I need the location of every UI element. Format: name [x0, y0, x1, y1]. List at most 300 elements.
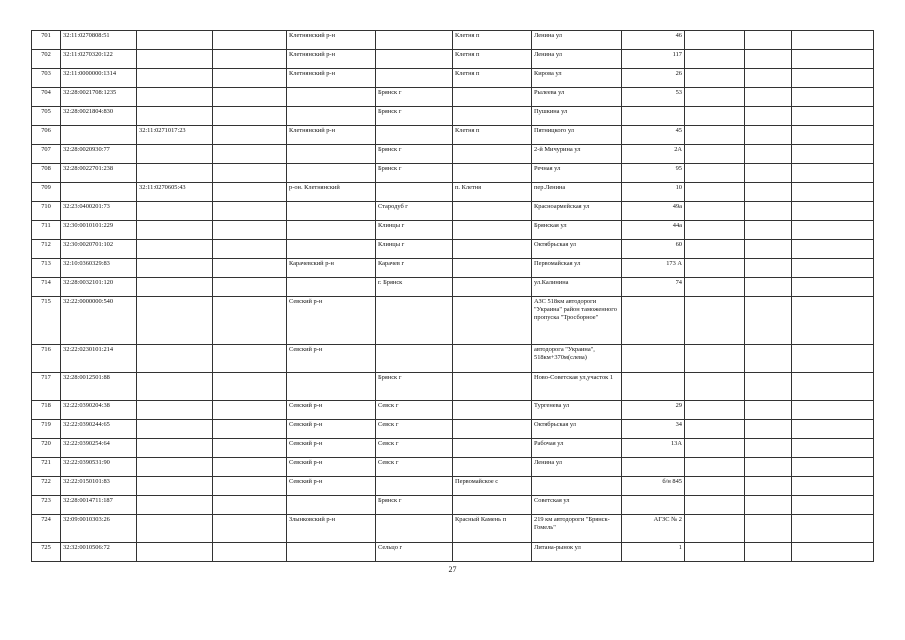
cell-column-9 [685, 420, 745, 439]
cell-district [287, 88, 376, 107]
cell-row-number: 706 [32, 126, 61, 145]
cell-column-9 [685, 278, 745, 297]
cell-column-3 [213, 88, 287, 107]
cell-district: Севский р-н [287, 477, 376, 496]
cell-street: Рабочая ул [532, 439, 622, 458]
cell-district [287, 145, 376, 164]
cell-column-11 [792, 543, 874, 562]
cell-city [376, 515, 453, 543]
cell-column-10 [745, 297, 792, 345]
cell-column-3 [213, 259, 287, 278]
cell-settlement: п. Клетня [453, 183, 532, 202]
cell-row-number: 713 [32, 259, 61, 278]
cell-column-11 [792, 31, 874, 50]
cell-cadastral-number: 32:11:0270320:122 [61, 50, 137, 69]
cell-settlement [453, 420, 532, 439]
cell-settlement: Красный Камень п [453, 515, 532, 543]
cell-house-number: 29 [622, 401, 685, 420]
cell-cadastral-number: 32:28:0021708:1235 [61, 88, 137, 107]
cell-column-11 [792, 458, 874, 477]
cell-city: Брянск г [376, 496, 453, 515]
cell-column-11 [792, 69, 874, 88]
cell-column-9 [685, 439, 745, 458]
cell-column-9 [685, 240, 745, 259]
table-row [32, 345, 874, 373]
table-row [32, 50, 874, 69]
cell-cadastral-number: 32:30:0010101:229 [61, 221, 137, 240]
cell-column-10 [745, 221, 792, 240]
cell-column-3 [213, 164, 287, 183]
cell-house-number: 49а [622, 202, 685, 221]
cell-settlement [453, 278, 532, 297]
cell-settlement: Клетня п [453, 31, 532, 50]
cell-column-9 [685, 202, 745, 221]
cell-street: Тургенева ул [532, 401, 622, 420]
cell-district [287, 278, 376, 297]
table-row [32, 401, 874, 420]
cell-cadastral-number-alt [137, 401, 213, 420]
cell-settlement [453, 543, 532, 562]
cell-column-3 [213, 297, 287, 345]
table-row [32, 297, 874, 345]
cell-settlement [453, 259, 532, 278]
cell-city: Брянск г [376, 107, 453, 126]
cell-street: Рылеева ул [532, 88, 622, 107]
cell-house-number: 45 [622, 126, 685, 145]
cell-row-number: 710 [32, 202, 61, 221]
cell-cadastral-number: 32:23:0400201:73 [61, 202, 137, 221]
cell-column-11 [792, 345, 874, 373]
table-row [32, 458, 874, 477]
cell-column-10 [745, 420, 792, 439]
cell-city: Севск г [376, 401, 453, 420]
cell-street: Красноармейская ул [532, 202, 622, 221]
cell-house-number: 173 А [622, 259, 685, 278]
cell-street: Ново-Советская ул,участок 1 [532, 373, 622, 401]
cell-row-number: 708 [32, 164, 61, 183]
cell-settlement [453, 458, 532, 477]
table-row [32, 31, 874, 50]
cell-house-number [622, 107, 685, 126]
cell-cadastral-number: 32:28:0012501:88 [61, 373, 137, 401]
cell-settlement [453, 145, 532, 164]
cell-cadastral-number: 32:28:0022701:238 [61, 164, 137, 183]
cell-house-number: б/н 845 [622, 477, 685, 496]
cell-row-number: 722 [32, 477, 61, 496]
cell-row-number: 715 [32, 297, 61, 345]
cell-street: Ленина ул [532, 458, 622, 477]
cell-cadastral-number-alt [137, 297, 213, 345]
cell-street: 219 км автодороги "Брянск-Гомель" [532, 515, 622, 543]
cell-district: Клетнянский р-н [287, 126, 376, 145]
cell-house-number [622, 297, 685, 345]
cell-street: автодорога "Украина", 518км+370м(слева) [532, 345, 622, 373]
cell-column-11 [792, 420, 874, 439]
cell-column-10 [745, 543, 792, 562]
cell-column-9 [685, 297, 745, 345]
cell-cadastral-number-alt [137, 88, 213, 107]
cell-column-9 [685, 69, 745, 88]
table-row [32, 164, 874, 183]
cell-column-10 [745, 401, 792, 420]
cell-city [376, 50, 453, 69]
cell-column-10 [745, 183, 792, 202]
cell-district: Клетнянский р-н [287, 31, 376, 50]
cell-column-10 [745, 496, 792, 515]
table-row [32, 240, 874, 259]
cell-column-9 [685, 543, 745, 562]
cell-house-number [622, 496, 685, 515]
cell-settlement [453, 164, 532, 183]
cell-cadastral-number-alt [137, 240, 213, 259]
cell-cadastral-number: 32:10:0360329:83 [61, 259, 137, 278]
cell-column-9 [685, 145, 745, 164]
cell-cadastral-number: 32:11:0270808:51 [61, 31, 137, 50]
cell-row-number: 718 [32, 401, 61, 420]
cell-column-11 [792, 164, 874, 183]
cell-row-number: 719 [32, 420, 61, 439]
table-row [32, 477, 874, 496]
cell-column-10 [745, 240, 792, 259]
cell-column-3 [213, 477, 287, 496]
cell-column-3 [213, 515, 287, 543]
cell-city: Стародуб г [376, 202, 453, 221]
cell-house-number: 10 [622, 183, 685, 202]
cell-settlement [453, 439, 532, 458]
cell-street: Речная ул [532, 164, 622, 183]
cell-cadastral-number-alt [137, 496, 213, 515]
cell-column-3 [213, 278, 287, 297]
cell-street: Первомайская ул [532, 259, 622, 278]
cell-column-3 [213, 439, 287, 458]
cell-column-10 [745, 345, 792, 373]
cell-cadastral-number: 32:28:0020930:77 [61, 145, 137, 164]
cell-house-number: 13А [622, 439, 685, 458]
cell-cadastral-number-alt [137, 50, 213, 69]
cell-street: 2-й Мичурина ул [532, 145, 622, 164]
cell-column-9 [685, 401, 745, 420]
cell-city [376, 31, 453, 50]
cell-cadastral-number-alt: 32:11:0270605:43 [137, 183, 213, 202]
cell-district: Клетнянский р-н [287, 69, 376, 88]
cell-cadastral-number-alt [137, 515, 213, 543]
cell-column-11 [792, 439, 874, 458]
cell-city: Карачев г [376, 259, 453, 278]
table-row [32, 543, 874, 562]
cell-city [376, 69, 453, 88]
cell-column-3 [213, 69, 287, 88]
page-number: 27 [448, 565, 457, 574]
cell-house-number: 46 [622, 31, 685, 50]
cell-column-3 [213, 221, 287, 240]
cell-cadastral-number: 32:09:0010303:26 [61, 515, 137, 543]
cell-column-11 [792, 240, 874, 259]
cell-column-11 [792, 373, 874, 401]
table-row [32, 373, 874, 401]
cell-column-10 [745, 278, 792, 297]
cell-street: Октябрьская ул [532, 420, 622, 439]
cell-street: Пятницкого ул [532, 126, 622, 145]
cell-settlement: Первомайское с [453, 477, 532, 496]
cell-district: Севский р-н [287, 401, 376, 420]
cell-district: Севский р-н [287, 439, 376, 458]
cell-city: Севск г [376, 420, 453, 439]
cell-district: р-он. Клетнянский [287, 183, 376, 202]
cell-column-10 [745, 107, 792, 126]
table-row [32, 496, 874, 515]
cell-column-3 [213, 126, 287, 145]
cell-column-10 [745, 31, 792, 50]
cell-street: Брянская ул [532, 221, 622, 240]
cell-column-3 [213, 401, 287, 420]
cell-row-number: 711 [32, 221, 61, 240]
cell-column-3 [213, 31, 287, 50]
cell-cadastral-number-alt [137, 373, 213, 401]
cell-row-number: 702 [32, 50, 61, 69]
cell-column-11 [792, 401, 874, 420]
cell-row-number: 725 [32, 543, 61, 562]
cell-street: ул.Калинина [532, 278, 622, 297]
cell-cadastral-number-alt [137, 345, 213, 373]
cell-street: Пушкина ул [532, 107, 622, 126]
cell-cadastral-number-alt [137, 543, 213, 562]
table-row [32, 126, 874, 145]
cell-column-11 [792, 126, 874, 145]
cell-row-number: 714 [32, 278, 61, 297]
cell-column-10 [745, 477, 792, 496]
cell-street: Ленина ул [532, 50, 622, 69]
cell-district: Севский р-н [287, 420, 376, 439]
cell-settlement [453, 345, 532, 373]
cell-house-number: 2А [622, 145, 685, 164]
cell-row-number: 701 [32, 31, 61, 50]
cell-column-11 [792, 515, 874, 543]
table-row [32, 88, 874, 107]
cell-column-3 [213, 240, 287, 259]
cell-street: Кирова ул [532, 69, 622, 88]
cell-city [376, 126, 453, 145]
cell-settlement: Клетня п [453, 69, 532, 88]
cell-cadastral-number: 32:22:0390254:64 [61, 439, 137, 458]
table-row [32, 515, 874, 543]
cell-column-9 [685, 107, 745, 126]
cell-column-10 [745, 202, 792, 221]
cell-column-11 [792, 496, 874, 515]
cell-column-9 [685, 221, 745, 240]
cell-column-3 [213, 496, 287, 515]
cell-row-number: 723 [32, 496, 61, 515]
cell-column-3 [213, 373, 287, 401]
cell-column-9 [685, 458, 745, 477]
cell-column-10 [745, 50, 792, 69]
cell-city: Брянск г [376, 88, 453, 107]
cell-city: Сельцо г [376, 543, 453, 562]
cell-city [376, 183, 453, 202]
cell-row-number: 716 [32, 345, 61, 373]
cell-city: Брянск г [376, 373, 453, 401]
registry-table [31, 30, 874, 562]
cell-column-10 [745, 439, 792, 458]
cell-column-9 [685, 373, 745, 401]
cell-street: Советская ул [532, 496, 622, 515]
cell-district [287, 202, 376, 221]
cell-column-10 [745, 458, 792, 477]
cell-cadastral-number-alt [137, 31, 213, 50]
cell-district [287, 240, 376, 259]
table-row [32, 202, 874, 221]
cell-settlement [453, 202, 532, 221]
cell-city: Брянск г [376, 145, 453, 164]
cell-cadastral-number: 32:28:0032101:120 [61, 278, 137, 297]
cell-district: Карачевский р-н [287, 259, 376, 278]
cell-column-3 [213, 345, 287, 373]
cell-column-10 [745, 259, 792, 278]
cell-cadastral-number-alt [137, 69, 213, 88]
cell-house-number: 1 [622, 543, 685, 562]
cell-column-9 [685, 164, 745, 183]
cell-house-number: 95 [622, 164, 685, 183]
cell-cadastral-number: 32:22:0150101:83 [61, 477, 137, 496]
cell-column-11 [792, 297, 874, 345]
cell-column-11 [792, 107, 874, 126]
cell-district: Клетнянский р-н [287, 50, 376, 69]
cell-cadastral-number-alt [137, 439, 213, 458]
cell-settlement [453, 107, 532, 126]
cell-cadastral-number: 32:28:0014711:187 [61, 496, 137, 515]
cell-column-3 [213, 183, 287, 202]
cell-column-11 [792, 183, 874, 202]
cell-column-9 [685, 183, 745, 202]
table-row [32, 145, 874, 164]
cell-column-11 [792, 50, 874, 69]
cell-column-3 [213, 107, 287, 126]
cell-column-3 [213, 202, 287, 221]
cell-street: пер.Ленина [532, 183, 622, 202]
cell-settlement: Клетня п [453, 126, 532, 145]
cell-column-11 [792, 278, 874, 297]
cell-column-10 [745, 515, 792, 543]
cell-city: Севск г [376, 458, 453, 477]
cell-column-9 [685, 515, 745, 543]
cell-district: Севский р-н [287, 458, 376, 477]
cell-column-10 [745, 126, 792, 145]
cell-house-number: 53 [622, 88, 685, 107]
cell-cadastral-number-alt [137, 477, 213, 496]
cell-settlement [453, 221, 532, 240]
cell-column-11 [792, 477, 874, 496]
cell-column-3 [213, 543, 287, 562]
cell-house-number [622, 345, 685, 373]
cell-column-9 [685, 126, 745, 145]
cell-house-number [622, 373, 685, 401]
table-row [32, 107, 874, 126]
table-row [32, 69, 874, 88]
cell-column-11 [792, 88, 874, 107]
cell-cadastral-number-alt [137, 202, 213, 221]
cell-house-number [622, 458, 685, 477]
cell-column-10 [745, 164, 792, 183]
cell-column-9 [685, 259, 745, 278]
cell-row-number: 724 [32, 515, 61, 543]
cell-cadastral-number-alt [137, 164, 213, 183]
cell-street [532, 477, 622, 496]
cell-district [287, 107, 376, 126]
cell-district [287, 221, 376, 240]
cell-cadastral-number: 32:22:0230101:214 [61, 345, 137, 373]
cell-row-number: 709 [32, 183, 61, 202]
cell-column-3 [213, 50, 287, 69]
cell-cadastral-number-alt [137, 107, 213, 126]
cell-row-number: 704 [32, 88, 61, 107]
table-row [32, 278, 874, 297]
table-row [32, 420, 874, 439]
cell-column-9 [685, 477, 745, 496]
cell-street: Литана-рынок ул [532, 543, 622, 562]
cell-cadastral-number: 32:22:0390204:38 [61, 401, 137, 420]
cell-settlement [453, 297, 532, 345]
cell-column-9 [685, 31, 745, 50]
cell-house-number: 117 [622, 50, 685, 69]
cell-cadastral-number: 32:32:0010506:72 [61, 543, 137, 562]
cell-cadastral-number-alt: 32:11:0271017:23 [137, 126, 213, 145]
cell-settlement [453, 373, 532, 401]
cell-cadastral-number-alt [137, 420, 213, 439]
cell-house-number: 34 [622, 420, 685, 439]
cell-column-9 [685, 88, 745, 107]
cell-cadastral-number [61, 183, 137, 202]
cell-city: Клинцы г [376, 221, 453, 240]
cell-city: Севск г [376, 439, 453, 458]
table-row [32, 221, 874, 240]
cell-district: Злынковский р-н [287, 515, 376, 543]
cell-city [376, 297, 453, 345]
cell-house-number: 60 [622, 240, 685, 259]
cell-cadastral-number: 32:22:0000000:540 [61, 297, 137, 345]
cell-row-number: 717 [32, 373, 61, 401]
cell-cadastral-number-alt [137, 259, 213, 278]
cell-city: Клинцы г [376, 240, 453, 259]
cell-city: г. Брянск [376, 278, 453, 297]
cell-city: Брянск г [376, 164, 453, 183]
cell-column-11 [792, 145, 874, 164]
cell-cadastral-number-alt [137, 278, 213, 297]
cell-district [287, 164, 376, 183]
cell-column-3 [213, 458, 287, 477]
cell-row-number: 720 [32, 439, 61, 458]
cell-street: Ленина ул [532, 31, 622, 50]
cell-row-number: 712 [32, 240, 61, 259]
cell-column-11 [792, 221, 874, 240]
cell-district [287, 373, 376, 401]
cell-street: АЗС 518км автодороги "Украина" район таможенного пропуска "Тросборное" [532, 297, 622, 345]
cell-column-11 [792, 259, 874, 278]
cell-column-10 [745, 373, 792, 401]
cell-district: Севский р-н [287, 345, 376, 373]
cell-city [376, 345, 453, 373]
cell-district: Севский р-н [287, 297, 376, 345]
cell-house-number: 44а [622, 221, 685, 240]
cell-column-9 [685, 345, 745, 373]
cell-cadastral-number-alt [137, 145, 213, 164]
cell-cadastral-number: 32:30:0020701:102 [61, 240, 137, 259]
cell-column-9 [685, 496, 745, 515]
cell-cadastral-number-alt [137, 221, 213, 240]
table-row [32, 183, 874, 202]
cell-row-number: 707 [32, 145, 61, 164]
cell-column-3 [213, 145, 287, 164]
cell-house-number: 26 [622, 69, 685, 88]
cell-cadastral-number: 32:22:0390531:90 [61, 458, 137, 477]
